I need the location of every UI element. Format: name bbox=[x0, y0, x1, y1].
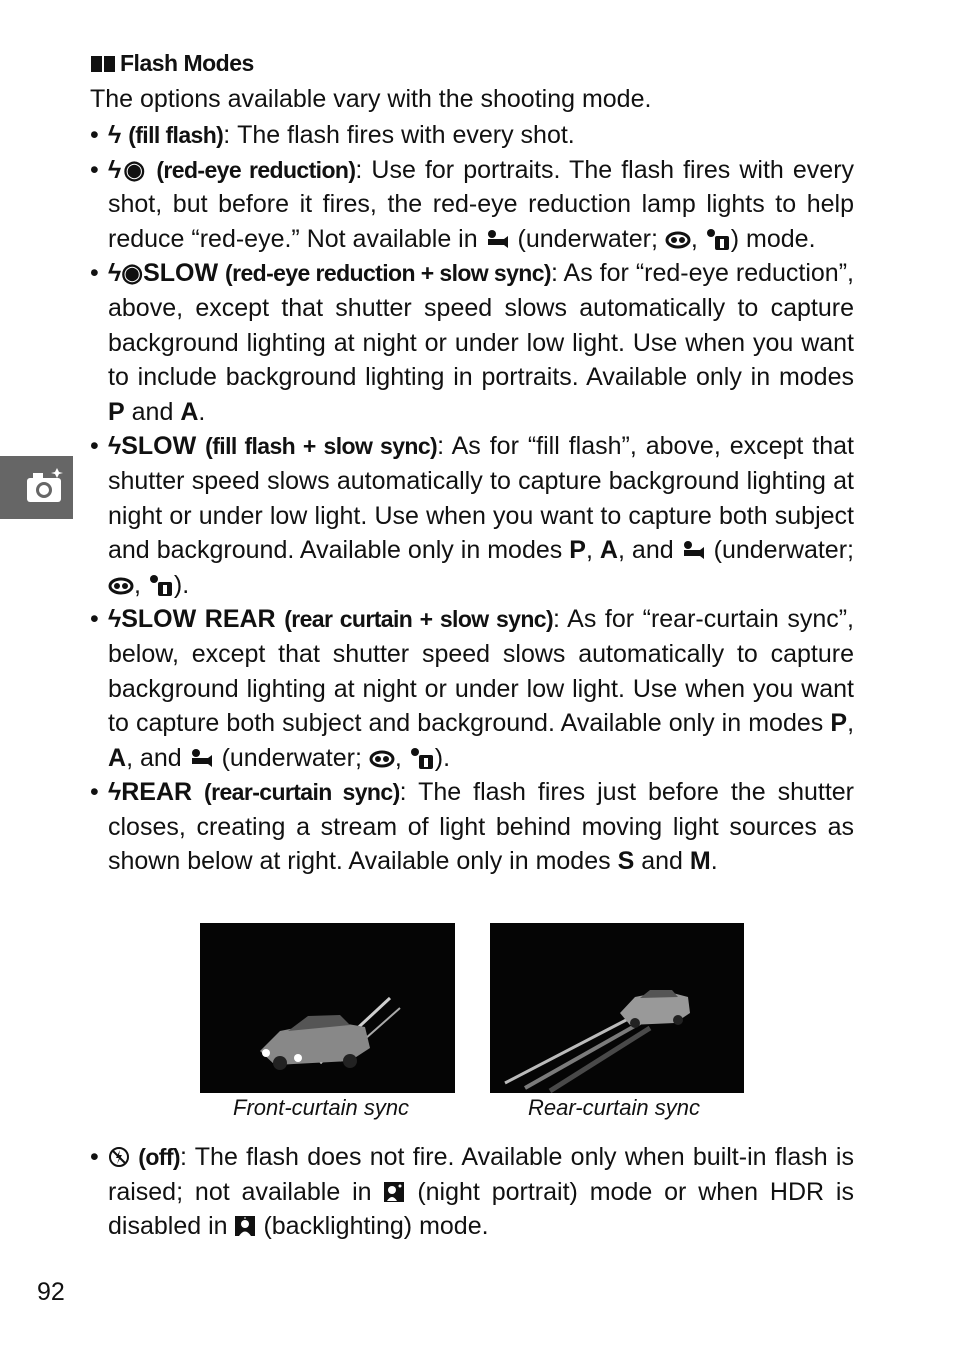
item-text: : Use for portraits. The flash fires with every shot, but before it fires, the red-eye reduction lamp lights to help reduce “red-eye.” Not available in bbox=[108, 155, 855, 253]
rear-curtain-caption: Rear-curtain sync bbox=[528, 1095, 700, 1120]
item-name: (red-eye reduction + slow sync) bbox=[225, 260, 551, 287]
rear-slow-icon: ϟSLOW REAR bbox=[108, 605, 276, 634]
underwater-person-icon bbox=[409, 747, 435, 769]
section-marker-icon bbox=[90, 54, 116, 74]
off-list-item bbox=[90, 1140, 854, 1244]
underwater-person-icon bbox=[705, 228, 731, 250]
front-curtain-caption: Front-curtain sync bbox=[233, 1095, 410, 1120]
red-eye-slow-icon: ϟ◉SLOW bbox=[108, 259, 219, 288]
item-name: (fill flash + slow sync) bbox=[205, 433, 438, 460]
item-name: (off) bbox=[138, 1144, 180, 1170]
list-item: • ϟ (fill flash): The flash fires with every shot. bbox=[90, 121, 575, 149]
backlighting-icon bbox=[234, 1215, 256, 1237]
underwater-mask-icon bbox=[665, 228, 691, 250]
mode-p: P bbox=[108, 397, 125, 426]
underwater-icon bbox=[189, 747, 215, 769]
rear-curtain-icon: ϟREAR bbox=[108, 778, 193, 807]
flash-mode-list bbox=[90, 118, 854, 879]
item-text: : The flash fires with every shot. bbox=[223, 121, 575, 149]
item-text: : As for “fill flash”, above, except that shutter speed slows automatically to capture background lighting at night or under low light. Use when you want to capture both subject and background. Available only in modes bbox=[108, 432, 855, 565]
list-item: • ϟREAR (rear-curtain sync): The flash fires just before the shutter closes, creating a stream of light behind moving light sources as shown below at right. Available only in modes S and M. bbox=[90, 778, 855, 876]
underwater-icon bbox=[485, 228, 511, 250]
list-item: • (off): The flash does not fire. Available only when built-in flash is raised; not available in (night portrait) mode or when HDR is disabled in (backlighting) mode. bbox=[90, 1143, 854, 1241]
underwater-person-icon bbox=[148, 574, 174, 596]
mode-a: A bbox=[180, 397, 199, 426]
underwater-mask-icon bbox=[108, 574, 134, 596]
list-item: • ϟSLOW REAR (rear curtain + slow sync): As for “rear-curtain sync”, below, except that shutter speed slows automatically to capture background lighting at night or under low light. Use when you want to capture both subject and background. Available only in modes P, A, and (underwater; , ). bbox=[90, 605, 855, 772]
underwater-icon bbox=[681, 539, 707, 561]
item-name: (red-eye reduction) bbox=[156, 156, 356, 183]
fill-flash-icon: ϟ bbox=[108, 121, 122, 149]
front-curtain-photo bbox=[200, 923, 455, 1093]
rear-curtain-photo bbox=[490, 923, 744, 1093]
mode-s: S bbox=[617, 847, 635, 876]
flash-off-icon bbox=[108, 1146, 130, 1168]
mode-a: A bbox=[599, 536, 618, 565]
item-text: : The flash does not fire. Available only when built-in flash is raised; not available in bbox=[108, 1143, 854, 1206]
fill-slow-icon: ϟSLOW bbox=[108, 432, 197, 461]
section-title bbox=[90, 50, 254, 77]
section-title-text: Flash Modes bbox=[120, 50, 254, 76]
underwater-mask-icon bbox=[369, 747, 395, 769]
mode-p: P bbox=[830, 709, 848, 738]
list-item: • ϟ◉SLOW (red-eye reduction + slow sync): As for “red-eye reduction”, above, except that shutter speed slows automatically to capture background lighting at night or under low light. Use when you want to include background lighting in portraits. Available only in modes P and A. bbox=[90, 259, 854, 426]
camera-scene-icon bbox=[0, 456, 73, 519]
mode-p: P bbox=[569, 536, 586, 565]
list-item: • ϟ◉ (red-eye reduction): Use for portraits. The flash fires with every shot, but before it fires, the red-eye reduction lamp lights to help reduce “red-eye.” Not available in (underwater; , ) mode. bbox=[90, 155, 855, 253]
page-number: 92 bbox=[37, 1278, 65, 1306]
intro-text: The options available vary with the shooting mode. bbox=[90, 85, 652, 113]
item-text: : As for “red-eye reduction”, above, except that shutter speed slows automatically to capture background lighting at night or under low light. Use when you want to include background lighting in portraits. Available only in modes bbox=[108, 259, 854, 392]
item-name: (rear-curtain sync) bbox=[204, 779, 400, 806]
item-name: (rear curtain + slow sync) bbox=[284, 606, 554, 633]
item-name: (fill flash) bbox=[128, 122, 224, 148]
mode-m: M bbox=[689, 847, 711, 876]
mode-a: A bbox=[108, 743, 127, 772]
example-photos bbox=[200, 923, 745, 1093]
item-text: : The flash fires just before the shutter closes, creating a stream of light behind moving light sources as shown below at right. Available only in modes bbox=[108, 778, 855, 876]
red-eye-icon: ϟ◉ bbox=[108, 155, 148, 184]
rear-curtain-car-image bbox=[490, 923, 744, 1093]
side-tab bbox=[0, 456, 73, 519]
front-curtain-car-image bbox=[200, 923, 455, 1093]
item-text: : As for “rear-curtain sync”, below, except that shutter speed slows automatically to capture background lighting at night or under low light. Use when you want to capture both subject and background. Available only in modes bbox=[108, 605, 854, 738]
list-item: • ϟSLOW (fill flash + slow sync): As for “fill flash”, above, except that shutter speed slows automatically to capture background lighting at night or under low light. Use when you want to capture both subject and background. Available only in modes P, A, and (underwater; , ). bbox=[90, 432, 855, 599]
night-portrait-icon bbox=[383, 1181, 405, 1203]
